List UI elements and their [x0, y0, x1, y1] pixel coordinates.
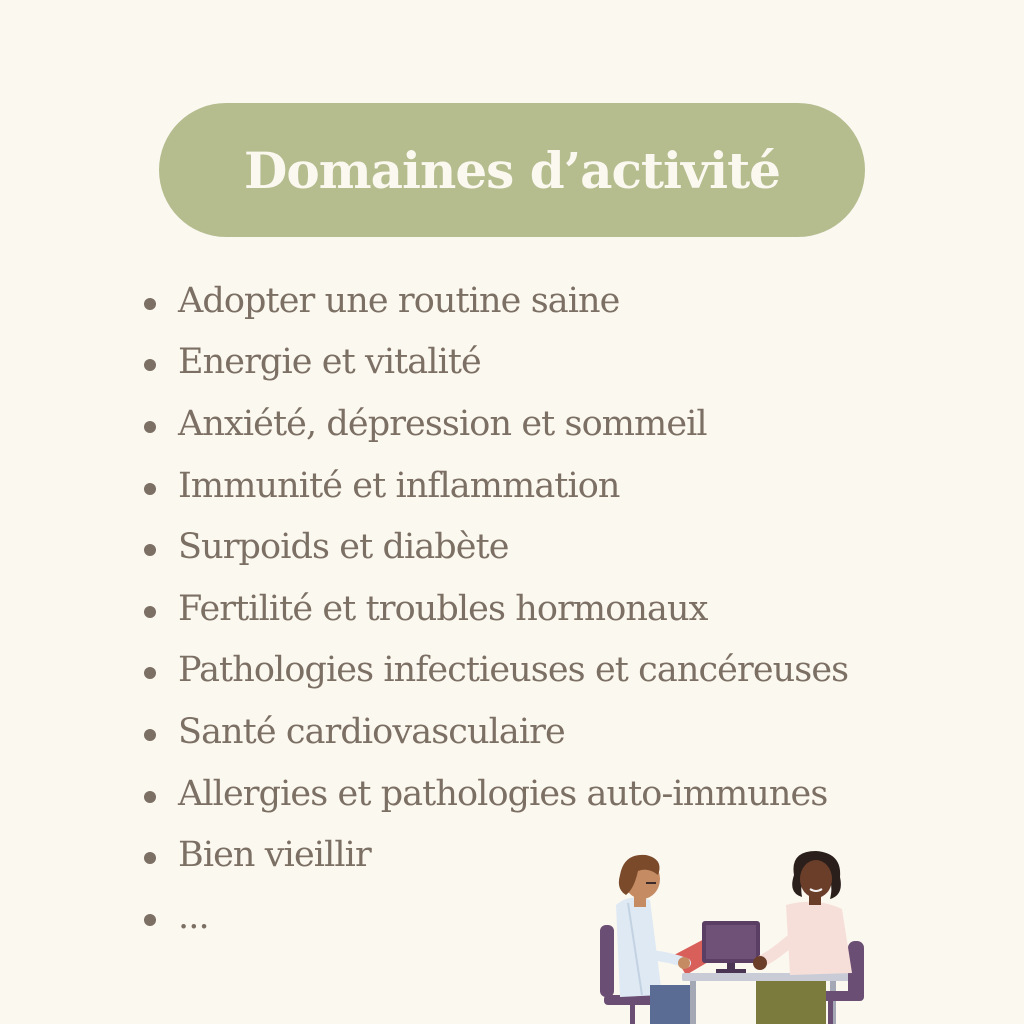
page-title: Domaines d’activité [244, 140, 780, 200]
list-item [140, 640, 848, 702]
list-item [140, 578, 848, 640]
bullet-icon [144, 667, 156, 679]
list-item-label: Pathologies infectieuses et cancéreuses [178, 650, 849, 691]
bullet-icon [144, 914, 156, 926]
bullet-icon [144, 791, 156, 803]
bullet-icon [144, 421, 156, 433]
list-item-label: Bien vieillir [178, 835, 371, 876]
list-item [140, 393, 848, 455]
bullet-icon [144, 606, 156, 618]
list-item [140, 455, 848, 517]
list-item-label: Adopter une routine saine [178, 280, 620, 321]
list-item-label: Surpoids et diabète [178, 527, 509, 568]
list-item [140, 701, 848, 763]
list-item-label: Santé cardiovasculaire [178, 711, 565, 752]
bullet-icon [144, 483, 156, 495]
list-item [140, 763, 848, 825]
list-item-label: Energie et vitalité [178, 342, 481, 383]
list-item [140, 516, 848, 578]
bullet-icon [144, 852, 156, 864]
bullet-icon [144, 298, 156, 310]
list-item-label: Fertilité et troubles hormonaux [178, 588, 708, 629]
list-item-label: Anxiété, dépression et sommeil [178, 403, 707, 444]
doctor-consultation-illustration [590, 845, 880, 1024]
list-item-label: Allergies et pathologies auto-immunes [178, 773, 828, 814]
list-item [140, 270, 848, 332]
list-item-label: ... [178, 896, 209, 937]
bullet-icon [144, 359, 156, 371]
title-banner [159, 103, 865, 237]
list-item [140, 332, 848, 394]
bullet-icon [144, 729, 156, 741]
bullet-icon [144, 544, 156, 556]
list-item-label: Immunité et inflammation [178, 465, 620, 506]
